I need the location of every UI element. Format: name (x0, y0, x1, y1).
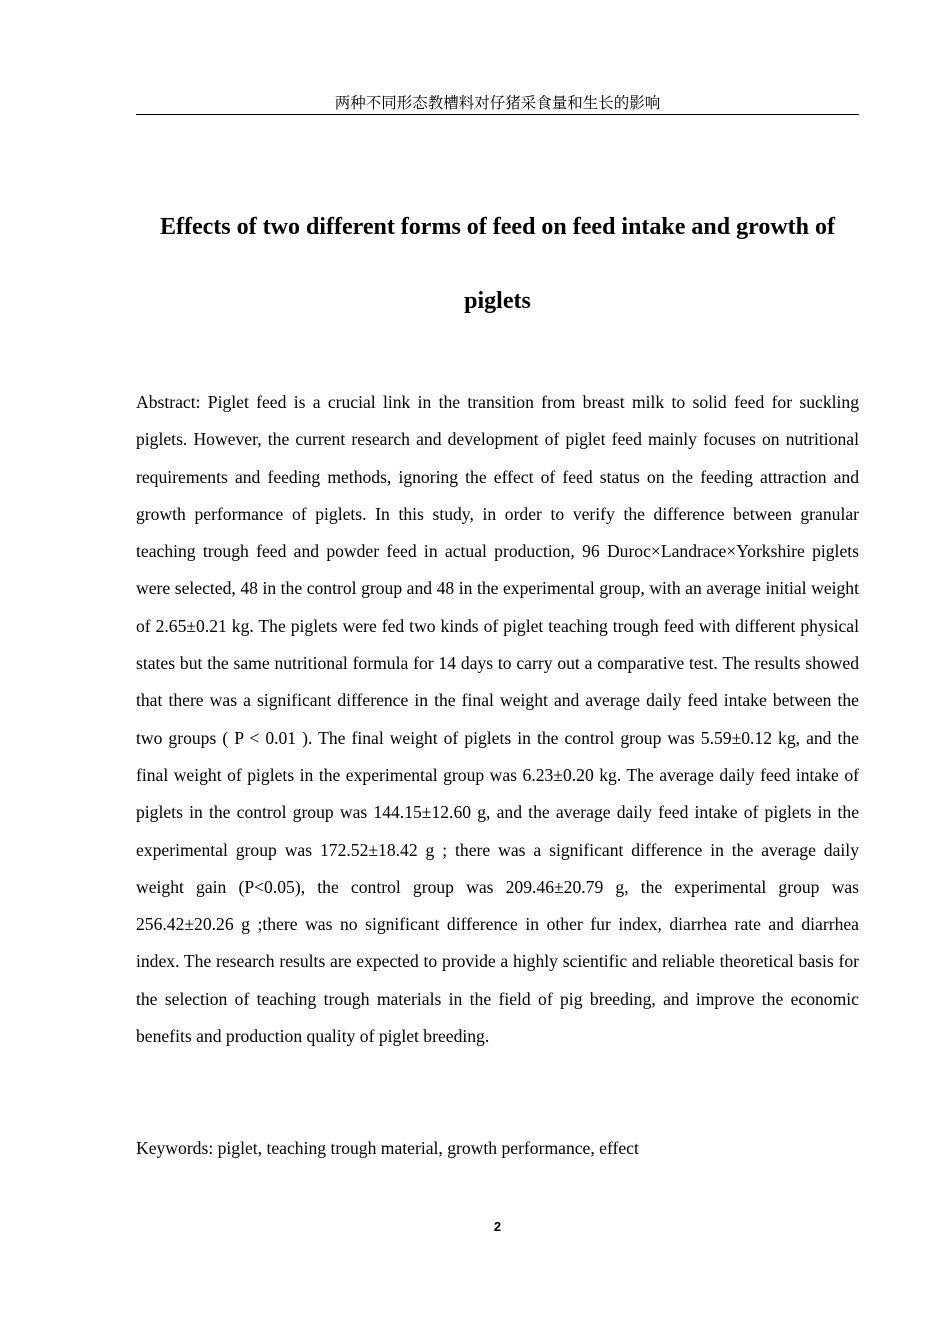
running-header: 两种不同形态教槽料对仔猪采食量和生长的影响 (334, 94, 661, 112)
abstract-paragraph: Abstract: Piglet feed is a crucial link in the transition from breast milk to solid feed for suckling piglets. However, the current research and development of piglet feed mainly focuses on nutritional requirements and feeding methods, ignoring the effect of feed status on the feeding attraction and growth performance of piglets. In this study, in order to verify the difference between granular teaching trough feed and powder feed in actual production, 96 Duroc×Landrace×Yorkshire piglets were selected, 48 in the control group and 48 in the experimental group, with an average initial weight of 2.65±0.21 kg. The piglets were fed two kinds of piglet teaching trough feed with different physical states but the same nutritional formula for 14 days to carry out a comparative test. The results showed that there was a significant difference in the final weight and average daily feed intake between the two groups ( P < 0.01 ). The final weight of piglets in the control group was 5.59±0.12 kg, and the final weight of piglets in the experimental group was 6.23±0.20 kg. The average daily feed intake of piglets in the control group was 144.15±12.60 g, and the average daily feed intake of piglets in the experimental group was 172.52±18.42 g ; there was a significant difference in the average daily weight gain (P<0.05), the control group was 209.46±20.79 g, the experimental group was 256.42±20.26 g ;there was no significant difference in other fur index, diarrhea rate and diarrhea index. The research results are expected to provide a highly scientific and reliable theoretical basis for the selection of teaching trough materials in the field of pig breeding, and improve the economic benefits and production quality of piglet breeding. (136, 392, 859, 1047)
paper-title-line-1: Effects of two different forms of feed on feed intake and growth of (160, 214, 835, 240)
page-number: 2 (493, 1219, 502, 1234)
paper-title-line-2: piglets (464, 288, 531, 314)
paper-title (130, 190, 865, 338)
keywords-line: Keywords: piglet, teaching trough material, growth performance, effect (136, 1138, 639, 1158)
header-rule (136, 114, 859, 115)
